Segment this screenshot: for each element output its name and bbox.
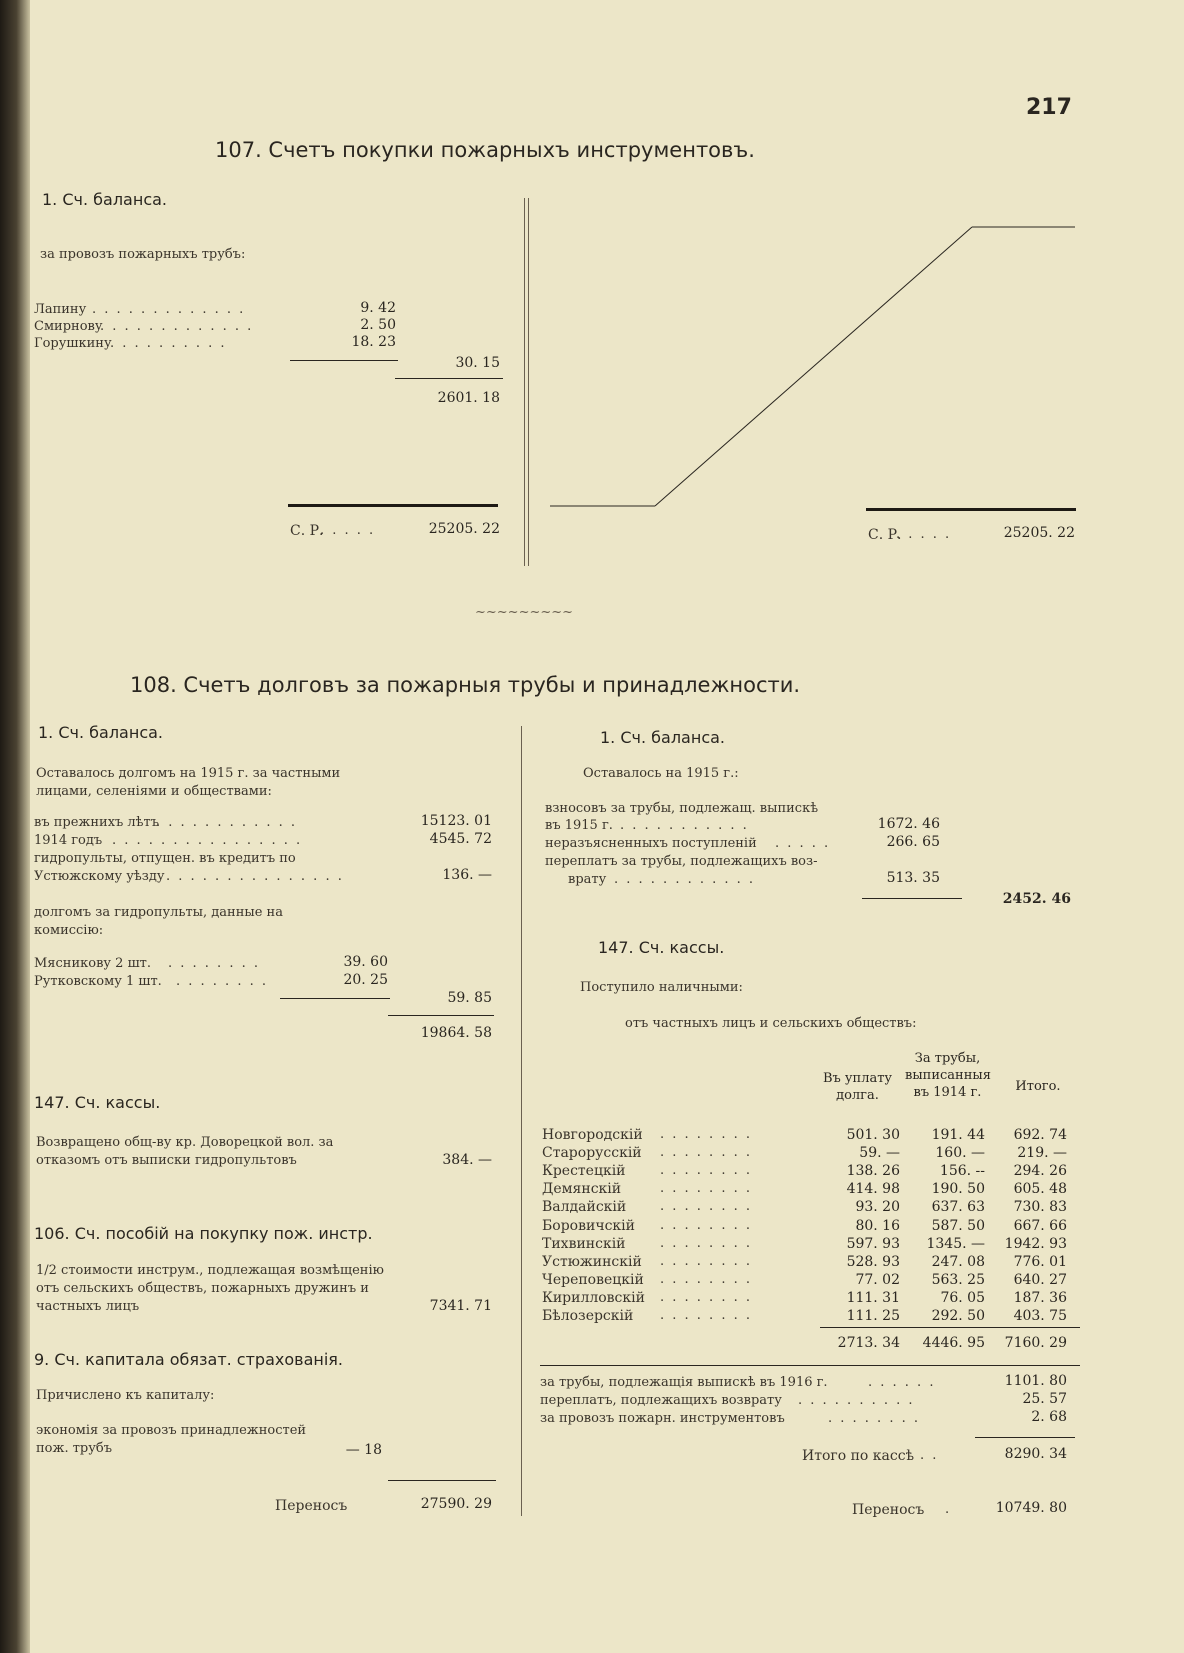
- table-cell-district: Демянскій: [542, 1181, 622, 1197]
- section-108-title: 108. Счетъ долговъ за пожарныя трубы и принадлежности.: [130, 673, 801, 697]
- leader-dots: . . . . . . . .: [660, 1145, 752, 1160]
- rule: [290, 360, 398, 361]
- leader-dots: . . . . . . . .: [660, 1199, 752, 1214]
- rule: [862, 898, 962, 899]
- s108-debt-row-value: 20. 25: [343, 972, 388, 988]
- leader-dots: .: [945, 1502, 950, 1517]
- s108-right-row-label: взносовъ за трубы, подлежащ. выпискѣ: [545, 801, 819, 816]
- leader-dots: . . . . . . . . . . . . . . .: [166, 869, 344, 884]
- table-cell-debt: 77. 02: [855, 1272, 900, 1288]
- table-total-c: 7160. 29: [1004, 1335, 1067, 1351]
- s108-kassa-left-value: 384. —: [442, 1152, 492, 1168]
- leader-dots: . . . . . . . .: [660, 1308, 752, 1323]
- table-cell-total: 640. 27: [1013, 1272, 1067, 1288]
- leader-dots: . . . . . .: [868, 1375, 936, 1390]
- s108-left-row-label: 1914 годъ: [34, 833, 103, 848]
- s108-debt-subtotal: 59. 85: [447, 990, 492, 1006]
- table-cell-total: 403. 75: [1013, 1308, 1067, 1324]
- leader-dots: . . . . . . . .: [660, 1218, 752, 1233]
- s108-left-carry-value: 27590. 29: [420, 1496, 492, 1512]
- s108-debt-row-label: Рутковскому 1 шт.: [34, 974, 162, 989]
- table-cell-debt: 138. 26: [846, 1163, 900, 1179]
- s107-left-heading: 1. Сч. баланса.: [42, 190, 167, 209]
- leader-dots: . . . . . . . .: [660, 1272, 752, 1287]
- s107-row-label: Лапину: [34, 302, 87, 317]
- table-cell-pipes: 191. 44: [931, 1127, 985, 1143]
- s108-right-row-label: въ 1915 г.: [545, 818, 613, 833]
- s107-intro: за провозъ пожарныхъ трубъ:: [40, 247, 246, 262]
- table-cell-total: 730. 83: [1013, 1199, 1067, 1215]
- table-cell-total: 776. 01: [1013, 1254, 1067, 1270]
- leader-dots: . . . . .: [775, 836, 831, 851]
- leader-dots: . . . . .: [896, 527, 952, 542]
- section-107-title: 107. Счетъ покупки пожарныхъ инструментовъ.: [215, 138, 755, 162]
- s108-kassa-sub: отъ частныхъ лицъ и сельскихъ обществъ:: [625, 1016, 917, 1031]
- table-cell-debt: 597. 93: [846, 1236, 900, 1252]
- rule: [388, 1015, 494, 1016]
- s108-right-row-value: 266. 65: [886, 834, 940, 850]
- table-cell-district: Новгородскій: [542, 1127, 643, 1143]
- extra-row-value: 2. 68: [1031, 1409, 1067, 1425]
- table-cell-pipes: 1345. —: [926, 1236, 985, 1252]
- s108-kassa-heading: 147. Сч. кассы.: [598, 938, 725, 957]
- table-cell-debt: 93. 20: [855, 1199, 900, 1215]
- rule: [395, 378, 503, 379]
- s107-cp-left-value: 25205. 22: [428, 521, 500, 537]
- leader-dots: . . . . . . . . . .: [798, 1393, 915, 1408]
- s107-row-label: Горушкину: [34, 336, 112, 351]
- table-cell-total: 294. 26: [1013, 1163, 1067, 1179]
- table-cell-total: 667. 66: [1013, 1218, 1067, 1234]
- s108-right-heading: 1. Сч. баланса.: [600, 728, 725, 747]
- table-cell-total: 1942. 93: [1004, 1236, 1067, 1252]
- s108-debt-row-value: 39. 60: [343, 954, 388, 970]
- leader-dots: . . . . . . . .: [660, 1254, 752, 1269]
- s108-right-intro: Оставалось на 1915 г.:: [583, 766, 739, 781]
- leader-dots: . . . . . . . . . .: [110, 336, 227, 351]
- table-cell-total: 692. 74: [1013, 1127, 1067, 1143]
- column-divider: [528, 198, 529, 566]
- page-number: 217: [1026, 95, 1072, 120]
- table-cell-debt: 80. 16: [855, 1218, 900, 1234]
- leader-dots: . . . . . . . .: [660, 1181, 752, 1196]
- leader-dots: . . . . . . . .: [660, 1163, 752, 1178]
- extra-row-label: за провозъ пожарн. инструментовъ: [540, 1411, 785, 1426]
- table-cell-total: 605. 48: [1013, 1181, 1067, 1197]
- s108-debt-row-label: Мясникову 2 шт.: [34, 956, 151, 971]
- table-cell-pipes: 156. --: [939, 1163, 985, 1179]
- double-rule: [288, 504, 498, 507]
- s108-left-intro: Оставалось долгомъ на 1915 г. за частными лицами, селеніями и обществами:: [36, 766, 341, 799]
- table-cell-district: Бѣлозерскій: [542, 1308, 634, 1324]
- table-cell-debt: 111. 25: [846, 1308, 900, 1324]
- table-total-b: 4446. 95: [922, 1335, 985, 1351]
- s108-left-row-value: 15123. 01: [420, 813, 492, 829]
- table-cell-district: Старорусскій: [542, 1145, 642, 1161]
- s108-s9-value: — 18: [345, 1442, 382, 1458]
- s107-cp-left-label: С. Р.: [290, 523, 324, 539]
- table-col-header: Итого.: [1015, 1079, 1061, 1094]
- leader-dots: . . . . . . . .: [176, 974, 268, 989]
- s108-kassa-intro: Поступило наличными:: [580, 980, 743, 995]
- s108-left-carry-label: Переносъ: [275, 1498, 348, 1514]
- table-cell-total: 219. —: [1017, 1145, 1067, 1161]
- rule: [975, 1437, 1075, 1438]
- rule: [280, 998, 390, 999]
- cancel-diagonal: [540, 215, 1085, 515]
- s108-right-carry-label: Переносъ: [852, 1502, 925, 1518]
- divider-ornament: ~~~~~~~~~: [475, 605, 574, 620]
- s108-s9-text: экономія за провозъ принадлежностей пож. трубъ: [36, 1423, 307, 1456]
- table-cell-district: Кирилловскій: [542, 1290, 645, 1306]
- s108-left-heading: 1. Сч. баланса.: [38, 723, 163, 742]
- table-cell-pipes: 587. 50: [931, 1218, 985, 1234]
- table-cell-district: Устюжинскій: [542, 1254, 642, 1270]
- s107-cp-right-value: 25205. 22: [1003, 525, 1075, 541]
- s107-subtotal: 30. 15: [455, 355, 500, 371]
- s108-right-row-label: переплатъ за трубы, подлежащихъ воз-: [545, 854, 818, 869]
- s108-right-carry-value: 10749. 80: [995, 1500, 1067, 1516]
- s108-right-row-value: 513. 35: [886, 870, 940, 886]
- double-rule: [866, 508, 1076, 511]
- table-cell-district: Тихвинскій: [542, 1236, 626, 1252]
- leader-dots: . . . . . . . . . . . . . . . .: [112, 833, 303, 848]
- s108-right-row-value: 1672. 46: [877, 816, 940, 832]
- s107-carried: 2601. 18: [437, 390, 500, 406]
- column-divider: [521, 726, 522, 1516]
- table-cell-debt: 59. —: [859, 1145, 900, 1161]
- rule: [388, 1480, 496, 1481]
- s108-left-row-label: въ прежнихъ лѣтъ: [34, 815, 159, 830]
- leader-dots: . . . . . . . . . . . .: [156, 815, 298, 830]
- leader-dots: . . . . .: [320, 523, 376, 538]
- s108-debt-intro: долгомъ за гидропульты, данные на комиссію:: [34, 905, 283, 938]
- table-cell-pipes: 292. 50: [931, 1308, 985, 1324]
- leader-dots: . . . . . . . .: [660, 1127, 752, 1142]
- table-cell-pipes: 637. 63: [931, 1199, 985, 1215]
- s107-row-label: Смирнову: [34, 319, 103, 334]
- s108-kassa-left-text: Возвращено общ-ву кр. Доворецкой вол. за отказомъ отъ выписки гидропультовъ: [36, 1135, 334, 1168]
- extra-row-label: за трубы, подлежащія выпискѣ въ 1916 г.: [540, 1375, 828, 1390]
- extra-row-value: 25. 57: [1022, 1391, 1067, 1407]
- leader-dots: . . . . . . . . . . .: [620, 818, 749, 833]
- leader-dots: . . . . . . . .: [168, 956, 260, 971]
- s108-s106-value: 7341. 71: [429, 1298, 492, 1314]
- table-cell-pipes: 247. 08: [931, 1254, 985, 1270]
- leader-dots: . . . . . . . . . . . . .: [92, 302, 246, 317]
- leader-dots: . . . . . . . . . . . .: [614, 872, 756, 887]
- table-cell-district: Крестецкій: [542, 1163, 626, 1179]
- table-cell-debt: 501. 30: [846, 1127, 900, 1143]
- rule: [540, 1365, 1080, 1366]
- extra-row-value: 1101. 80: [1004, 1373, 1067, 1389]
- table-cell-district: Череповецкій: [542, 1272, 644, 1288]
- leader-dots: . .: [920, 1448, 939, 1463]
- table-cell-debt: 528. 93: [846, 1254, 900, 1270]
- leader-dots: . . . . . . . .: [828, 1411, 920, 1426]
- s108-s9-heading: 9. Сч. капитала обязат. страхованія.: [34, 1350, 343, 1369]
- s108-s9-intro: Причислено къ капиталу:: [36, 1388, 215, 1403]
- table-col-header: Въ уплату долга.: [822, 1071, 893, 1103]
- s107-row-value: 2. 50: [360, 317, 396, 333]
- kassa-total-value: 8290. 34: [1004, 1446, 1067, 1462]
- table-col-header: За трубы, выписанныя въ 1914 г.: [905, 1051, 991, 1100]
- table-cell-total: 187. 36: [1013, 1290, 1067, 1306]
- s108-s106-heading: 106. Сч. пособій на покупку пож. инстр.: [34, 1224, 373, 1243]
- table-cell-pipes: 190. 50: [931, 1181, 985, 1197]
- table-cell-debt: 111. 31: [846, 1290, 900, 1306]
- table-cell-pipes: 563. 25: [931, 1272, 985, 1288]
- kassa-total-label: Итого по кассѣ: [802, 1448, 915, 1464]
- table-cell-district: Валдайскій: [542, 1199, 627, 1215]
- s108-s106-text: 1/2 стоимости инструм., подлежащая возмѣщенію отъ сельскихъ обществъ, пожарныхъ дружинъ и частныхъ лицъ: [36, 1263, 384, 1314]
- s108-right-row-label: врату: [568, 872, 607, 887]
- s108-left-row-value: 4545. 72: [429, 831, 492, 847]
- table-cell-district: Боровичскій: [542, 1218, 635, 1234]
- s108-left-row-label: Устюжскому уѣзду: [34, 869, 165, 884]
- s108-right-row-label: неразъясненныхъ поступленій: [545, 836, 757, 851]
- extra-row-label: переплатъ, подлежащихъ возврату: [540, 1393, 782, 1408]
- book-binding-shadow: [0, 0, 30, 1653]
- s107-row-value: 9. 42: [360, 300, 396, 316]
- s108-kassa-left-heading: 147. Сч. кассы.: [34, 1093, 161, 1112]
- rule: [820, 1327, 1080, 1328]
- s107-cp-right-label: С. Р.: [868, 527, 902, 543]
- s108-left-row-label: гидропульты, отпущен. въ кредитъ по: [34, 851, 296, 866]
- table-cell-debt: 414. 98: [846, 1181, 900, 1197]
- table-total-a: 2713. 34: [837, 1335, 900, 1351]
- s108-left-row-value: 136. —: [442, 867, 492, 883]
- leader-dots: . . . . . . . .: [660, 1290, 752, 1305]
- table-cell-pipes: 76. 05: [940, 1290, 985, 1306]
- leader-dots: . . . . . . . .: [660, 1236, 752, 1251]
- s108-left-total: 19864. 58: [420, 1025, 492, 1041]
- leader-dots: . . . . . . . . . . . . .: [100, 319, 254, 334]
- s107-row-value: 18. 23: [351, 334, 396, 350]
- s108-right-total: 2452. 46: [1002, 891, 1071, 907]
- column-divider: [524, 198, 525, 566]
- table-cell-pipes: 160. —: [935, 1145, 985, 1161]
